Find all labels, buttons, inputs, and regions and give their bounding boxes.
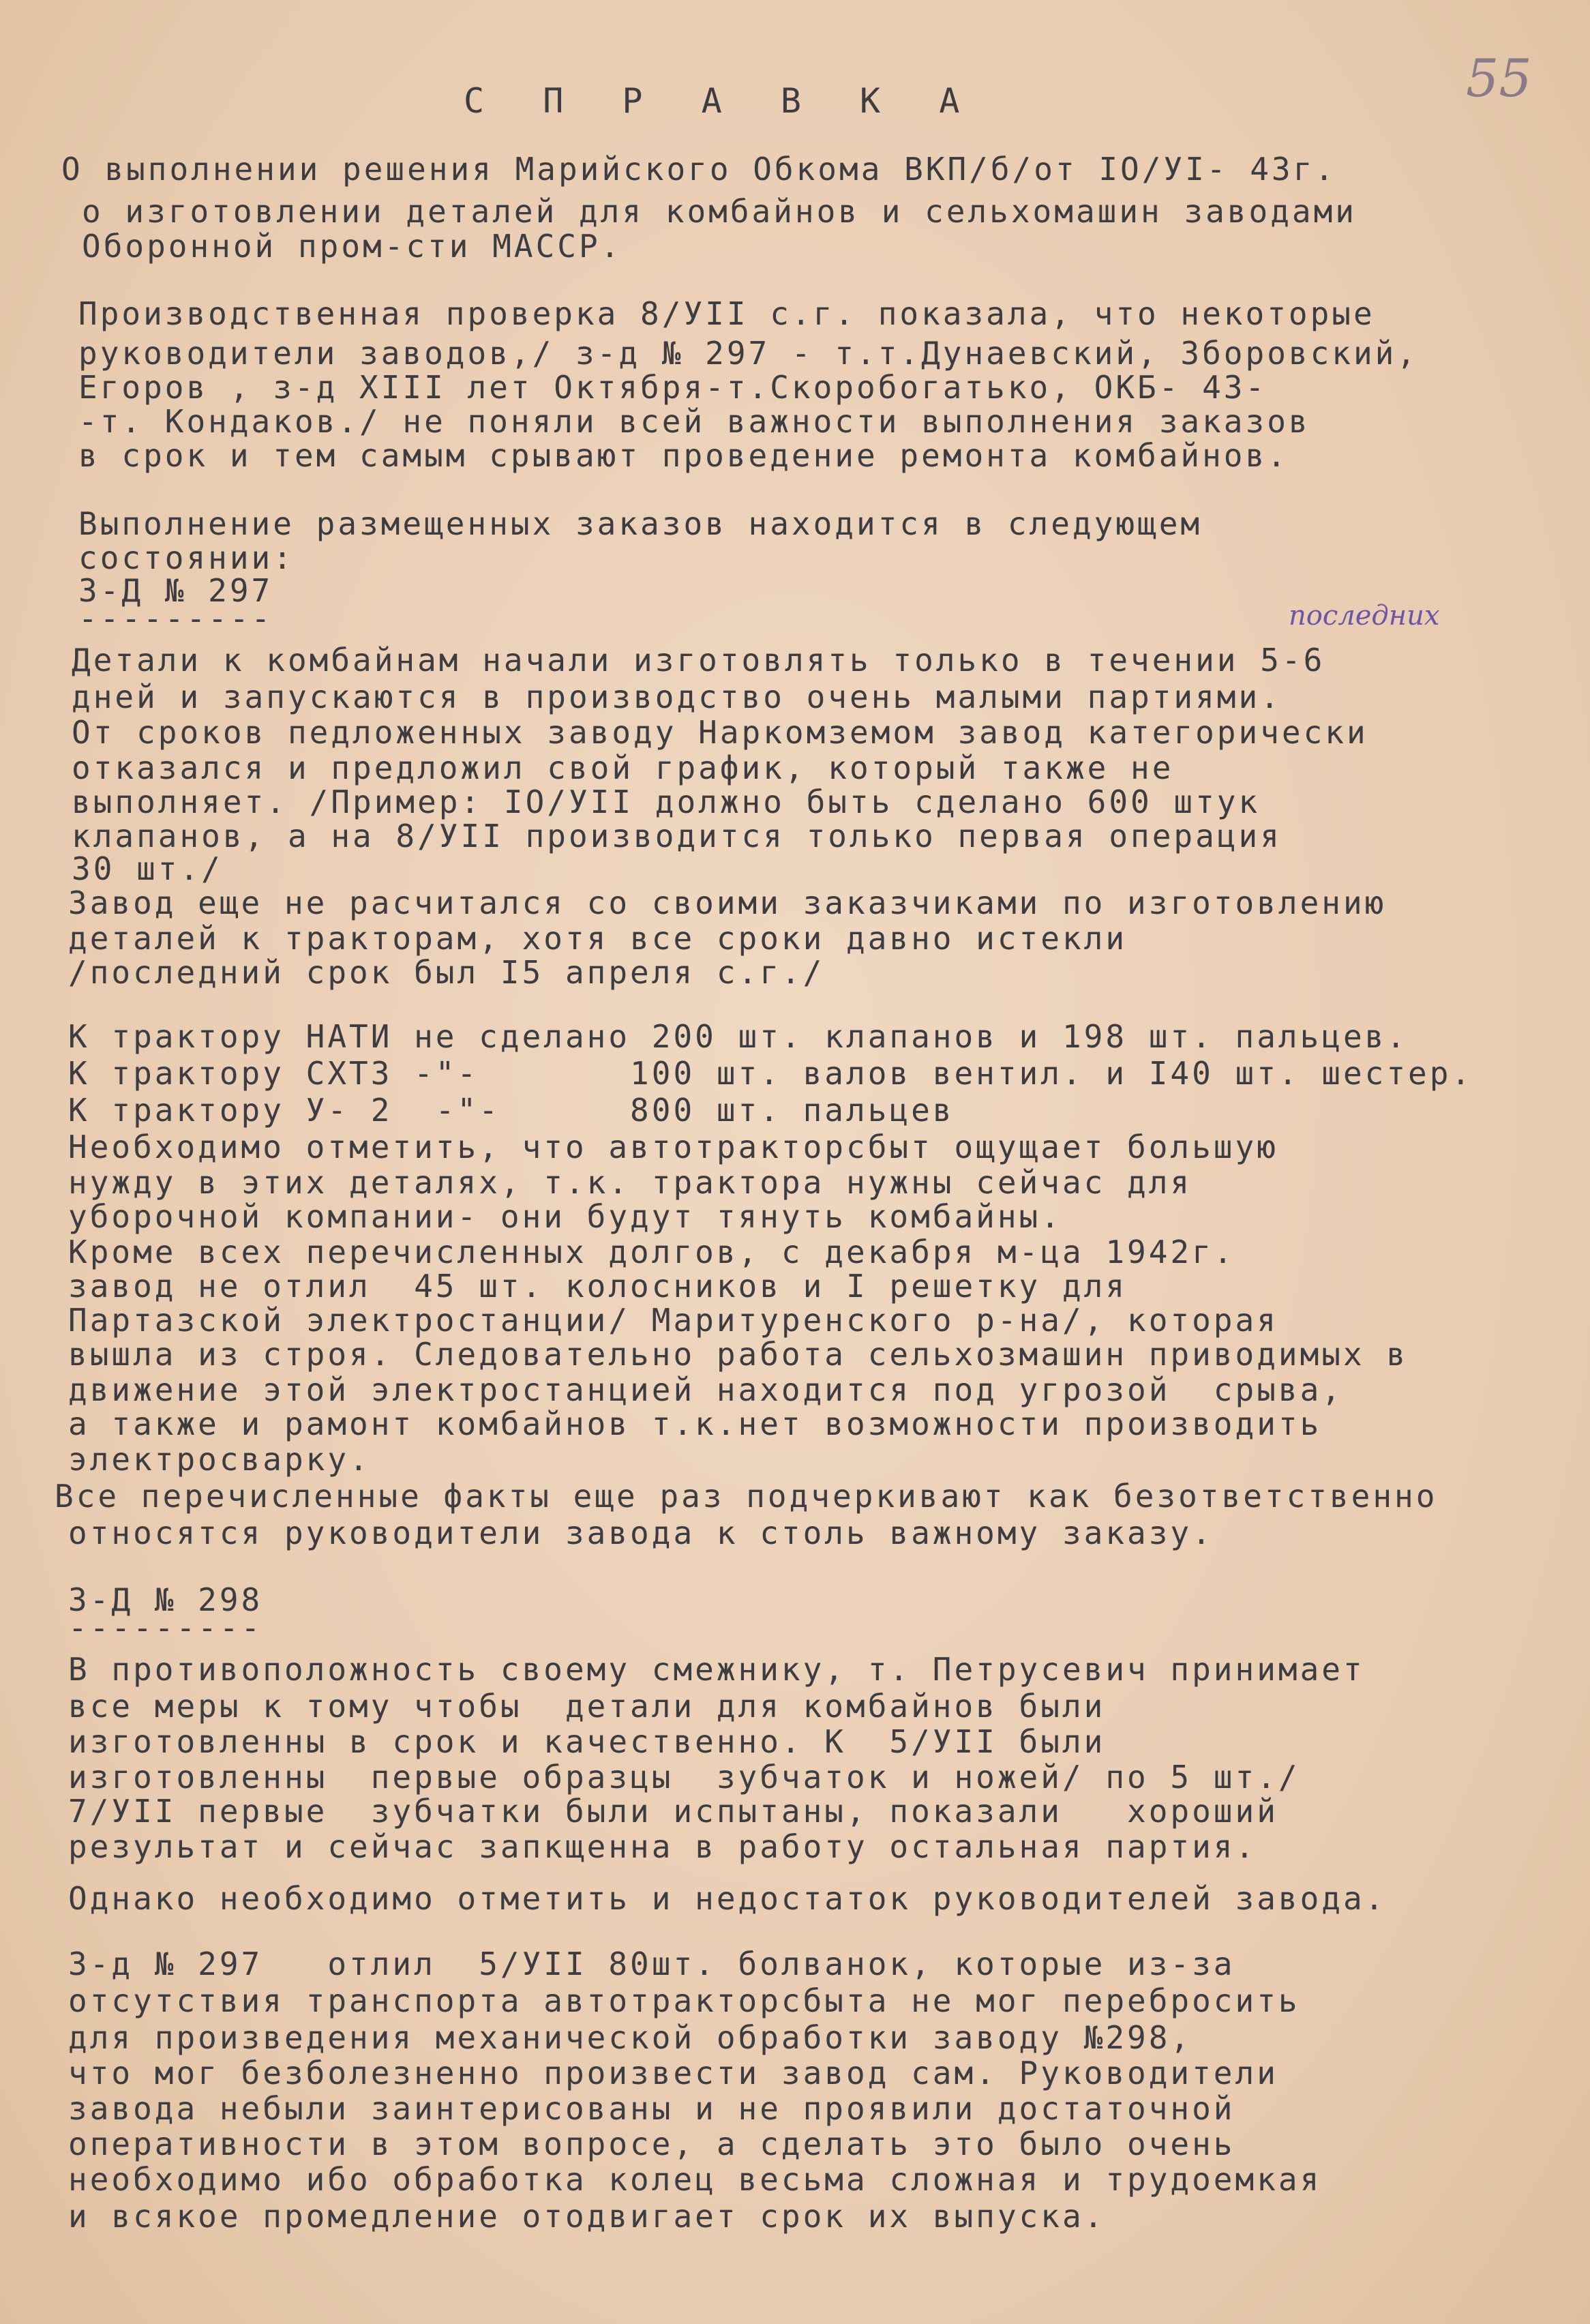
text-line: клапанов, а на 8/УII производится только первая операция <box>72 818 1282 854</box>
text-line: деталей к тракторам, хотя все сроки давно истекли <box>68 920 1128 957</box>
text-line: В противоположность своему смежнику, т. Петрусевич принимает <box>68 1651 1365 1688</box>
text-line: оперативности в этом вопросе, а сделать это было очень <box>68 2126 1235 2162</box>
heading-underline: --------- <box>68 1609 263 1646</box>
text-line: результат и сейчас запкщенна в работу остальная партия. <box>68 1828 1257 1865</box>
text-line: Производственная проверка 8/УII с.г. показала, что некоторые <box>78 295 1375 332</box>
text-line: Выполнение размещенных заказов находится в следующем <box>78 505 1203 542</box>
text-line: изготовленны в срок и качественно. К 5/УII были <box>68 1723 1106 1760</box>
text-line: К трактору У- 2 -"- 800 шт. пальцев <box>68 1092 955 1129</box>
handwritten-note: последних <box>1289 600 1440 631</box>
text-line: От сроков педложенных заводу Наркомземом завод категорически <box>72 714 1368 751</box>
text-line: Завод еще не расчитался со своими заказчиками по изготовлению <box>68 884 1387 921</box>
text-line: нужду в этих деталях, т.к. трактора нужны сейчас для <box>68 1164 1192 1201</box>
page-number: 55 <box>1466 48 1532 108</box>
text-line: в срок и тем самым срывают проведение ремонта комбайнов. <box>78 437 1289 474</box>
text-line: а также и рамонт комбайнов т.к.нет возможности производить <box>68 1405 1322 1442</box>
text-line: состоянии: <box>78 539 295 576</box>
text-line: 7/УII первые зубчатки были испытаны, показали хороший <box>68 1793 1278 1830</box>
intro-line: Оборонной пром-сти МАССР. <box>82 228 622 265</box>
text-line: К трактору НАТИ не сделано 200 шт. клапанов и 198 шт. пальцев. <box>68 1018 1409 1055</box>
text-line: отказался и предложил свой график, который также не <box>72 749 1174 786</box>
text-line: завод не отлил 45 шт. колосников и I решетку для <box>68 1268 1128 1305</box>
text-line: необходимо ибо обработка колец весьма сложная и трудоемкая <box>68 2161 1322 2198</box>
plant-297-heading: З-Д № 297 <box>78 572 273 609</box>
text-line: дней и запускаются в производство очень малыми партиями. <box>72 679 1282 715</box>
text-line: Необходимо отметить, что автотракторсбыт ощущает большую <box>68 1129 1278 1165</box>
text-line: электросварку. <box>68 1441 371 1478</box>
text-line: для произведения механической обработки заводу №298, <box>68 2019 1192 2056</box>
text-line: все меры к тому чтобы детали для комбайнов были <box>68 1688 1106 1725</box>
text-line: руководители заводов,/ з-д № 297 - т.т.Дунаевский, Зборовский, <box>78 335 1419 372</box>
text-line: Кроме всех перечисленных долгов, с декабря м-ца 1942г. <box>68 1234 1235 1270</box>
text-line: выполняет. /Пример: IO/УII должно быть сделано 600 штук <box>72 784 1261 820</box>
plant-298-heading: З-Д № 298 <box>68 1581 263 1618</box>
text-line: Егоров , з-д XIII лет Октября-т.Скоробогатько, ОКБ- 43- <box>78 369 1268 406</box>
text-line: что мог безболезненно произвести завод сам. Руководители <box>68 2055 1278 2091</box>
text-line: и всякое промедление отодвигает срок их выпуска. <box>68 2198 1106 2235</box>
intro-line: О выполнении решения Марийского Обкома ВКП/б/от IO/УI- 43г. <box>61 151 1336 188</box>
text-line: Однако необходимо отметить и недостаток руководителей завода. <box>68 1880 1387 1917</box>
text-line: относятся руководители завода к столь важному заказу. <box>68 1515 1214 1551</box>
text-line: изготовленны первые образцы зубчаток и ножей/ по 5 шт./ <box>68 1759 1300 1796</box>
text-line: отсутствия транспорта автотракторсбыта не мог перебросить <box>68 1982 1300 2019</box>
text-line: -т. Кондаков./ не поняли всей важности выполнения заказов <box>78 403 1310 440</box>
text-line: движение этой электростанцией находится под угрозой срыва, <box>68 1371 1343 1408</box>
text-line: 30 шт./ <box>72 850 223 887</box>
intro-line: о изготовлении деталей для комбайнов и сельхомашин заводами <box>82 193 1357 230</box>
document-title: С П Р А В К А <box>464 81 979 121</box>
text-line: Детали к комбайнам начали изготовлять только в течении 5-6 <box>72 642 1325 679</box>
text-line: Партазской электростанции/ Маритуренского р-на/, которая <box>68 1302 1278 1339</box>
text-line: вышла из строя. Следовательно работа сельхозмашин приводимых в <box>68 1336 1409 1373</box>
text-line: уборочной компании- они будут тянуть комбайны. <box>68 1198 1062 1235</box>
text-line: /последний срок был I5 апреля с.г./ <box>68 954 825 991</box>
heading-underline: --------- <box>78 600 273 637</box>
text-line: Все перечисленные факты еще раз подчеркивают как безответственно <box>55 1478 1438 1515</box>
text-line: З-д № 297 отлил 5/УII 80шт. болванок, которые из-за <box>68 1946 1235 1982</box>
text-line: К трактору СХТЗ -"- 100 шт. валов вентил. и I40 шт. шестер. <box>68 1055 1473 1092</box>
text-line: завода небыли заинтерисованы и не проявили достаточной <box>68 2090 1235 2127</box>
